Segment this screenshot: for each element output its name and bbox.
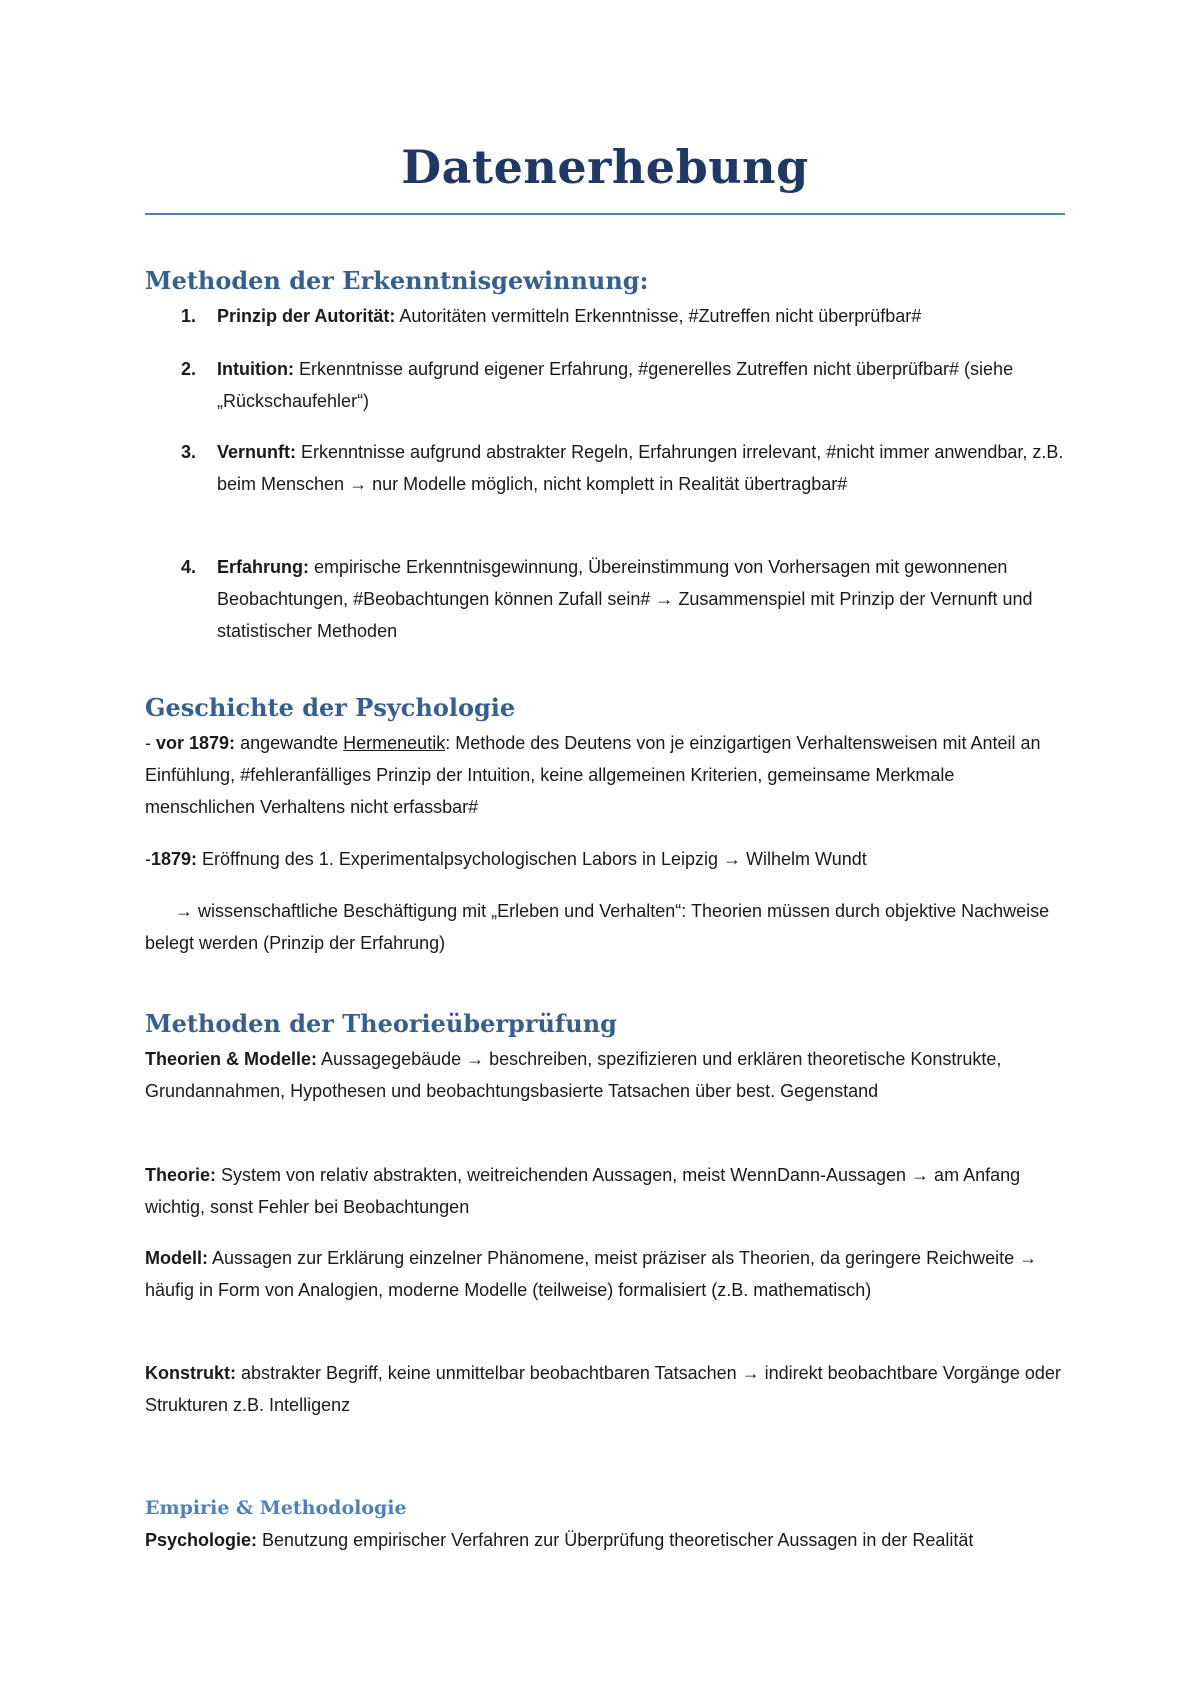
paragraph-vor-1879 <box>145 727 1065 823</box>
page-title: Datenerhebung <box>401 140 809 194</box>
paragraph-konstrukt <box>145 1357 1065 1421</box>
paragraph-text: Aussagegebäude → beschreiben, spezifizieren und erklären theoretische Konstrukte, Grundannahmen, Hypothesen und beobachtungsbasierte Tatsachen über best. Gegenstand <box>145 1049 1002 1101</box>
section-heading-geschichte: Geschichte der Psychologie <box>145 693 516 722</box>
list-text: Erkenntnisse aufgrund abstrakter Regeln, Erfahrungen irrelevant, #nicht immer anwendbar, z.B. beim Menschen → nur Modelle möglich, nicht komplett in Realität übertragbar# <box>217 442 1064 494</box>
paragraph-text: : Methode des Deutens von je einzigartigen Verhaltensweisen mit Anteil an Einfühlung, #fehleranfälliges Prinzip der Intuition, keine allgemeinen Kriterien, gemeinsame Merkmale menschlichen Verhaltens nicht erfassbar# <box>145 733 1041 817</box>
section-heading-theorieueberpruefung: Methoden der Theorieüberprüfung <box>145 1009 617 1038</box>
paragraph-wundt-consequence <box>145 895 1065 959</box>
section-heading-empirie: Empirie & Methodologie <box>145 1497 407 1519</box>
list-number: 1. <box>181 306 197 326</box>
paragraph-text: System von relativ abstrakten, weitreichenden Aussagen, meist WennDann-Aussagen → am Anfang wichtig, sonst Fehler bei Beobachtungen <box>145 1165 1021 1217</box>
list-number: 2. <box>181 359 197 379</box>
paragraph-text: abstrakter Begriff, keine unmittelbar beobachtbaren Tatsachen → indirekt beobachtbare Vorgänge oder Strukturen z.B. Intelligenz <box>145 1363 1061 1415</box>
paragraph-text: Aussagen zur Erklärung einzelner Phänomene, meist präziser als Theorien, da geringere Reichweite → häufig in Form von Analogien, moderne Modelle (teilweise) formalisiert (z.B. mathematisch) <box>145 1248 1038 1300</box>
paragraph-theorien-modelle <box>145 1043 1065 1107</box>
paragraph-text: → wissenschaftliche Beschäftigung mit „Erleben und Verhalten“: Theorien müssen durch objektive Nachweise belegt werden (Prinzip der Erfahrung) <box>145 901 1050 953</box>
dash-prefix: - <box>145 849 151 869</box>
paragraph-modell <box>145 1242 1065 1306</box>
paragraph-text: Eröffnung des 1. Experimentalpsychologischen Labors in Leipzig → Wilhelm Wundt <box>197 849 867 869</box>
paragraph-label: Modell: <box>145 1248 208 1268</box>
paragraph-label: 1879: <box>151 849 198 869</box>
list-label: Prinzip der Autorität: <box>217 306 396 326</box>
title-underline <box>145 213 1065 215</box>
list-label: Erfahrung: <box>217 557 309 577</box>
paragraph-label: Konstrukt: <box>145 1363 236 1383</box>
paragraph-label: Theorien & Modelle: <box>145 1049 318 1069</box>
list-number: 4. <box>181 557 197 577</box>
paragraph-label: vor 1879: <box>156 733 236 753</box>
underlined-term: Hermeneutik <box>343 733 446 753</box>
list-text: Erkenntnisse aufgrund eigener Erfahrung, #generelles Zutreffen nicht überprüfbar# (siehe „Rückschaufehler“) <box>217 359 1014 411</box>
paragraph-label: Theorie: <box>145 1165 217 1185</box>
paragraph-theorie <box>145 1159 1065 1223</box>
list-label: Intuition: <box>217 359 294 379</box>
list-number: 3. <box>181 442 197 462</box>
paragraph-psychologie <box>145 1524 1065 1556</box>
paragraph-1879 <box>145 843 1065 875</box>
section-heading-erkenntnisgewinnung: Methoden der Erkenntnisgewinnung: <box>145 266 649 295</box>
paragraph-text: angewandte <box>235 733 344 753</box>
dash-prefix: - <box>145 733 156 753</box>
paragraph-label: Psychologie: <box>145 1530 258 1550</box>
list-text: empirische Erkenntnisgewinnung, Übereinstimmung von Vorhersagen mit gewonnenen Beobachtungen, #Beobachtungen können Zufall sein# → Zusammenspiel mit Prinzip der Vernunft und statistischer Methoden <box>217 557 1033 641</box>
list-text: Autoritäten vermitteln Erkenntnisse, #Zutreffen nicht überprüfbar# <box>395 306 922 326</box>
paragraph-text: Benutzung empirischer Verfahren zur Überprüfung theoretischer Aussagen in der Realität <box>257 1530 974 1550</box>
list-label: Vernunft: <box>217 442 296 462</box>
